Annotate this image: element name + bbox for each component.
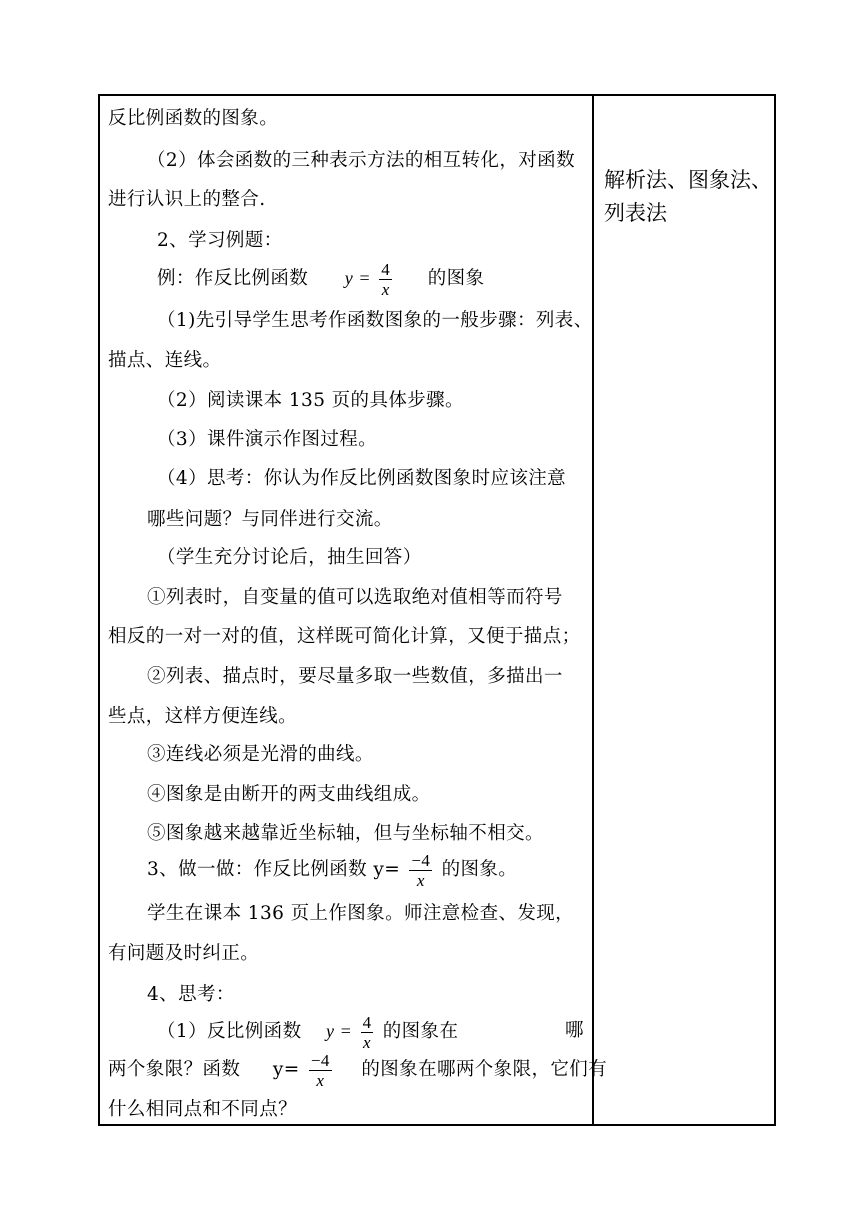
text-line: 什么相同点和不同点？	[108, 1099, 298, 1120]
text-line: 进行认识上的整合.	[108, 189, 266, 210]
text-line: 相反的一对一对的值，这样既可简化计算，又便于描点；	[108, 626, 581, 647]
text-line: 2、学习例题：	[157, 230, 283, 251]
fraction	[379, 260, 392, 299]
question-formula-line-2	[108, 1048, 607, 1092]
text-line: ③连线必须是光滑的曲线。	[147, 744, 374, 765]
fraction-denominator: x	[316, 1070, 325, 1090]
text-segment: 例：作反比例函数	[157, 268, 309, 289]
fraction-numerator: 4	[362, 1012, 372, 1032]
fraction	[361, 1013, 374, 1052]
variable-y: y	[326, 1021, 335, 1041]
text-line: ④图象是由断开的两支曲线组成。	[147, 784, 431, 805]
text-segment: y=	[272, 1059, 300, 1080]
fraction-numerator: 4	[381, 259, 391, 279]
text-line: 有问题及时纠正。	[108, 943, 260, 964]
fraction-numerator: −4	[310, 1050, 330, 1070]
text-line: ⑤图象越来越靠近坐标轴，但与坐标轴不相交。	[147, 823, 544, 844]
text-line: （4）思考：你认为作反比例函数图象时应该注意	[157, 468, 567, 489]
text-line: ①列表时，自变量的值可以选取绝对值相等而符号	[147, 587, 563, 608]
methods-text-line-2: 列表法	[604, 201, 667, 225]
text-line: （3）课件演示作图过程。	[157, 429, 378, 450]
text-segment: （1）反比例函数	[157, 1021, 302, 1042]
methods-text-line-1: 解析法、图象法、	[604, 168, 772, 192]
text-line: ②列表、描点时，要尽量多取一些数值，多描出一	[147, 666, 563, 687]
fraction	[409, 851, 432, 890]
text-line: 4、思考：	[147, 984, 235, 1005]
text-line: （学生充分讨论后，抽生回答）	[157, 547, 422, 568]
text-line: 反比例函数的图象。	[108, 108, 279, 129]
text-segment: 两个象限？函数	[108, 1059, 241, 1080]
text-segment: 的图象在	[382, 1021, 459, 1042]
exercise-formula-line	[147, 848, 517, 892]
example-formula-line	[157, 258, 484, 299]
text-line: 描点、连线。	[108, 350, 222, 371]
text-segment: 的图象	[427, 268, 485, 289]
text-line: （1)先引导学生思考作函数图象的一般步骤：列表、	[157, 310, 593, 331]
fraction-denominator: x	[363, 1032, 371, 1052]
equals-sign: =	[359, 268, 370, 288]
text-segment: 3、做一做：作反比例函数 y=	[147, 859, 401, 880]
question-formula-line	[157, 1010, 458, 1053]
fraction-denominator: x	[381, 279, 390, 299]
text-line: 学生在课本 136 页上作图象。师注意检查、发现，	[147, 903, 575, 924]
text-segment: 的图象在哪两个象限，它们有	[361, 1059, 608, 1080]
fraction-numerator: −4	[411, 850, 431, 870]
fraction	[309, 1051, 332, 1090]
variable-y: y	[344, 268, 354, 288]
text-line: 哪些问题？与同伴进行交流。	[147, 509, 393, 530]
text-line: （2）体会函数的三种表示方法的相互转化，对函数	[147, 150, 575, 171]
equals-sign: =	[340, 1021, 352, 1041]
text-line: （2）阅读课本 135 页的具体步骤。	[157, 390, 464, 411]
text-segment: 的图象。	[441, 859, 518, 880]
fraction-denominator: x	[416, 870, 425, 890]
text-line: 些点，这样方便连线。	[108, 706, 298, 727]
text-line: 哪	[565, 1020, 584, 1041]
column-divider	[592, 94, 594, 1126]
